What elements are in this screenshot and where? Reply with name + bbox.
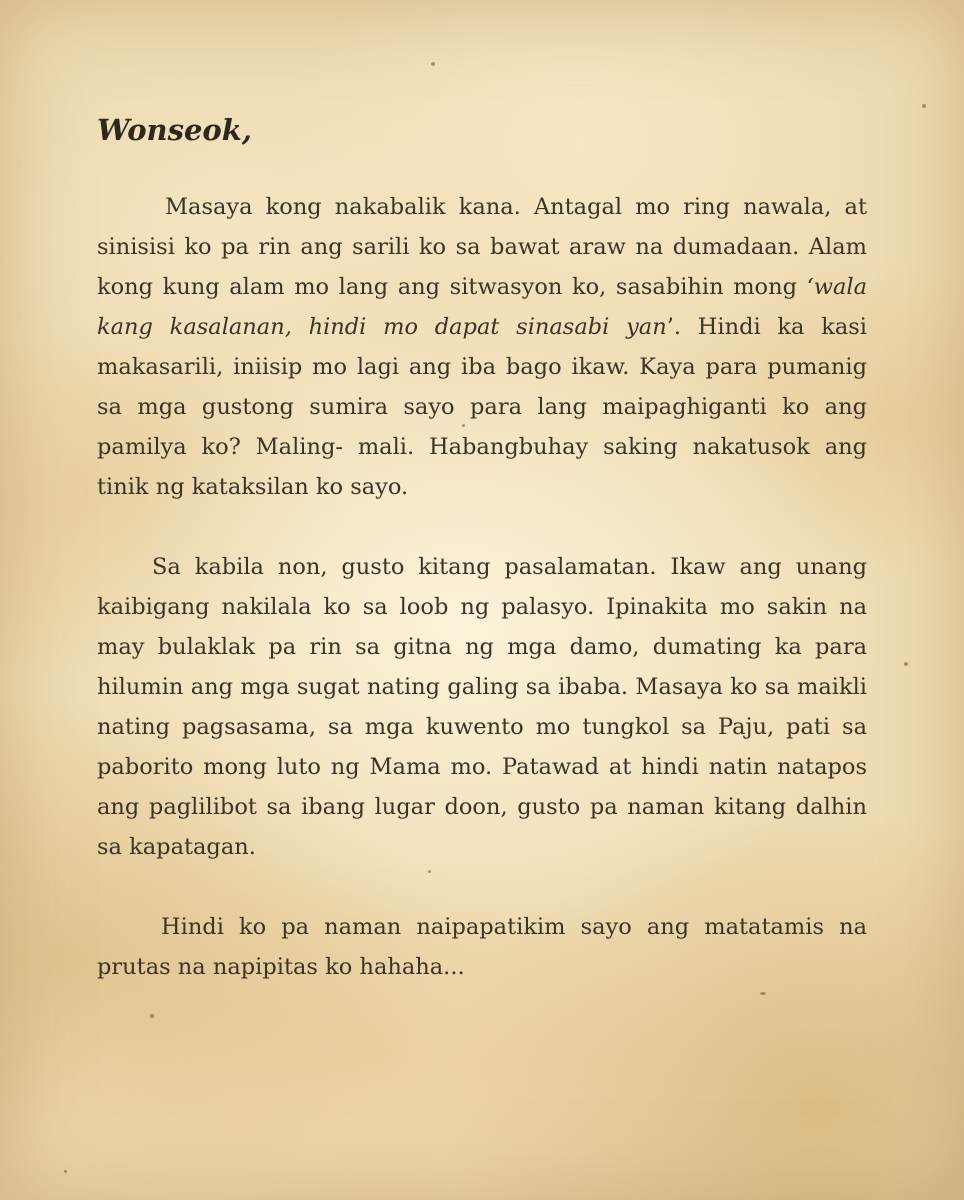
paper-speck	[150, 1014, 154, 1018]
paper-speck	[904, 662, 908, 666]
letter-paragraph-1-start: Masaya kong nakabalik kana. Antagal mo ring nawala, at sinisisi ko pa rin ang sarili ko sa bawat araw na dumadaan. Alam kong kung alam mo lang ang sitwasyon ko, sasabihin mong	[97, 194, 867, 300]
letter-salutation: Wonseok,	[97, 113, 252, 147]
letter-paragraph-2: Sa kabila non, gusto kitang pasalamatan. Ikaw ang unang kaibigang nakilala ko sa loob ng palasyo. Ipinakita mo sakin na may bulaklak pa rin sa gitna ng mga damo, dumating ka para hilumin ang mga sugat nating galing sa ibaba. Masaya ko sa maikli nating pagsasama, sa mga kuwento mo tungkol sa Paju, pati sa paborito mong luto ng Mama mo. Patawad at hindi natin natapos ang paglilibot sa ibang lugar doon, gusto pa naman kitang dalhin sa kapatagan.	[97, 554, 867, 860]
letter-paragraph-3: Hindi ko pa naman naipapatikim sayo ang matatamis na prutas na napipitas ko hahaha...	[97, 914, 867, 980]
letter-body	[97, 105, 867, 987]
paper-speck	[922, 104, 926, 108]
paper-speck	[431, 62, 435, 66]
paper-speck	[760, 992, 766, 995]
letter-paragraph-1-end: ’. Hindi ka kasi makasarili, iniisip mo lagi ang iba bago ikaw. Kaya para pumanig sa mga gustong sumira sayo para lang maipaghiganti ko ang pamilya ko? Maling- mali. Habangbuhay saking nakatusok ang tinik ng kataksilan ko sayo.	[97, 314, 867, 500]
paper-speck	[64, 1170, 67, 1173]
letter-paragraph-1-quote: ‘wala kang kasalanan, hindi mo dapat sinasabi yan	[97, 274, 867, 340]
letter-paragraph-1	[97, 187, 867, 507]
